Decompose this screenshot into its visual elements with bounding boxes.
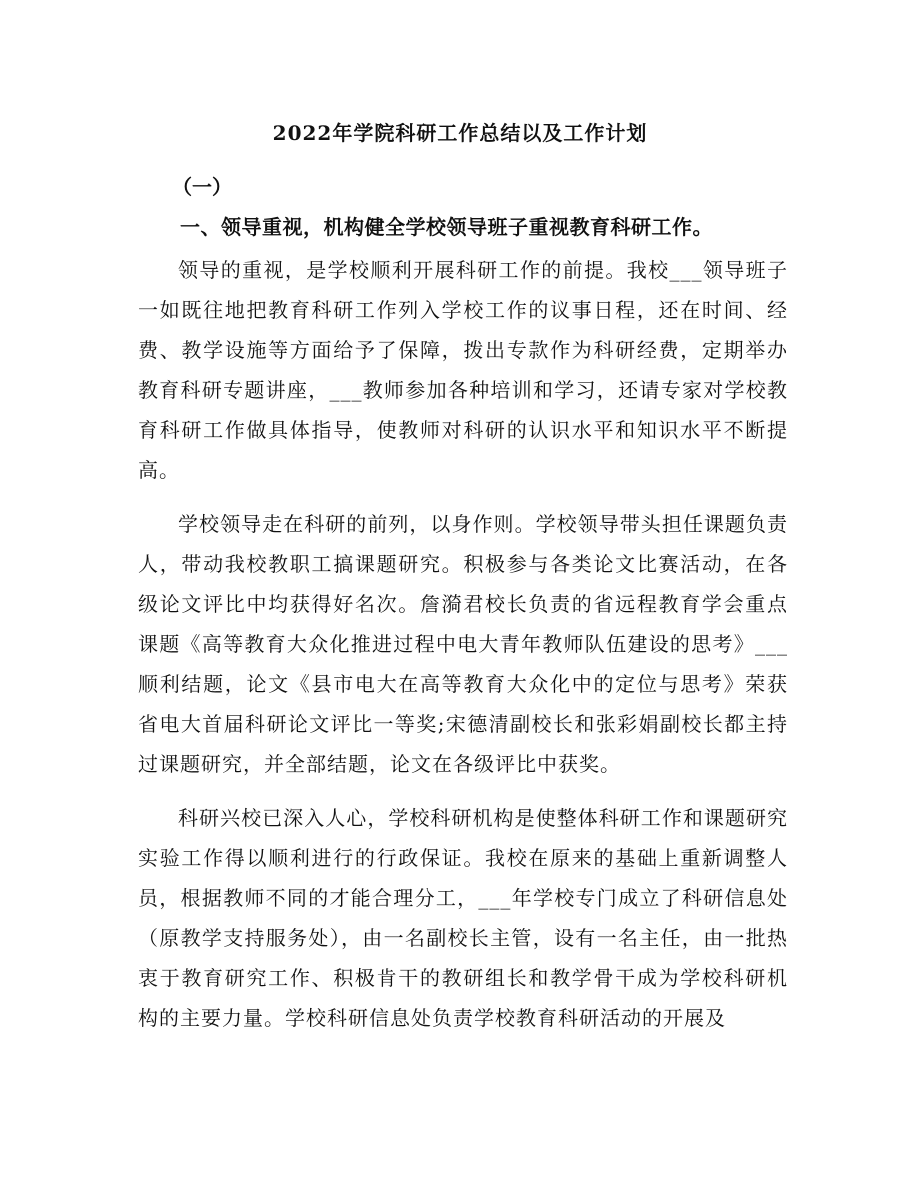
- document-title: 2022年学院科研工作总结以及工作计划: [272, 121, 648, 145]
- paragraph-1: 领导的重视，是学校顺利开展科研工作的前提。我校___领导班子一如既往地把教育科研工作列入学校工作的议事日程，还在时间、经费、教学设施等方面给予了保障，拨出专款作为科研经费，定期举办教育科研专题讲座，___教师参加各种培训和学习，还请专家对学校教育科研工作做具体指导，使教师对科研的认识水平和知识水平不断提高。: [138, 258, 788, 482]
- section-heading: 一、领导重视，机构健全学校领导班子重视教育科研工作。: [180, 215, 713, 239]
- section-marker: （一）: [172, 175, 232, 199]
- paragraph-2: 学校领导走在科研的前列，以身作则。学校领导带头担任课题负责人，带动我校教职工搞课题研究。积极参与各类论文比赛活动，在各级论文评比中均获得好名次。詹漪君校长负责的省远程教育学会重点课题《高等教育大众化推进过程中电大青年教师队伍建设的思考》___顺利结题，论文《县市电大在高等教育大众化中的定位与思考》荣获省电大首届科研论文评比一等奖;宋德清副校长和张彩娟副校长都主持过课题研究，并全部结题，论文在各级评比中获奖。: [138, 512, 788, 776]
- paragraph-3: 科研兴校已深入人心，学校科研机构是使整体科研工作和课题研究实验工作得以顺利进行的行政保证。我校在原来的基础上重新调整人员，根据教师不同的才能合理分工，___年学校专门成立了科研信息处（原教学支持服务处），由一名副校长主管，设有一名主任，由一批热衷于教育研究工作、积极肯干的教研组长和教学骨干成为学校科研机构的主要力量。学校科研信息处负责学校教育科研活动的开展及: [138, 806, 788, 1030]
- document-body: [138, 250, 788, 1038]
